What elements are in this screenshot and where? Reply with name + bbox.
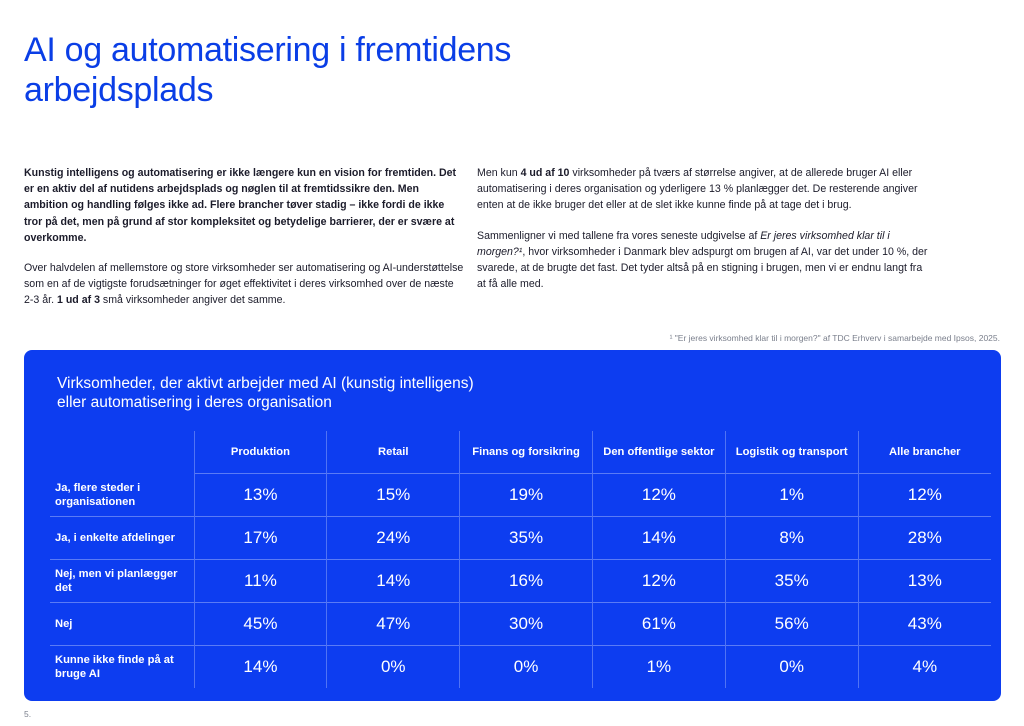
table-cell: 0% (725, 646, 858, 689)
table-cell: 35% (460, 517, 593, 560)
table-cell: 24% (327, 517, 460, 560)
table-cell: 12% (592, 560, 725, 603)
report-title-reference: Er jeres virksomhed klar til i morgen?¹ (477, 229, 890, 258)
table-cell: 17% (194, 517, 327, 560)
page-title: AI og automatisering i fremtidens arbejdsplads (24, 31, 512, 109)
table-row (50, 560, 991, 603)
table-cell: 14% (194, 646, 327, 689)
left-paragraph-2-text-b: små virksomheder angiver det samme. (99, 294, 286, 307)
column-header: Alle brancher (858, 431, 991, 474)
table-cell: 12% (858, 474, 991, 517)
table-cell: 30% (460, 603, 593, 646)
right-paragraph-1-highlight: 4 ud af 10 (520, 167, 570, 179)
row-label: Ja, i enkelte afdelinger (50, 517, 194, 560)
table-cell: 47% (327, 603, 460, 646)
table-row (50, 517, 991, 560)
footnote: ¹ "Er jeres virksomhed klar til i morgen?" af TDC Erhverv i samarbejde med Ipsos, 2025. (669, 333, 1000, 343)
table-row (50, 603, 991, 646)
table-cell: 35% (725, 560, 858, 603)
table-cell: 15% (327, 474, 460, 517)
table-cell: 0% (327, 646, 460, 689)
table-cell: 14% (327, 560, 460, 603)
column-header: Retail (327, 431, 460, 474)
table-cell: 43% (858, 603, 991, 646)
table-cell: 14% (592, 517, 725, 560)
left-paragraph-2 (24, 260, 464, 309)
right-paragraph-2-text-b: , hvor virksomheder i Danmark blev adspurgt om brugen af AI, var det under 10 %, der svarede, at de brugte det fast. Det tyder altså på en stigning i brugen, men vi er endnu langt fra at få alle med. (477, 245, 928, 291)
right-paragraph-1-text-b: virksomheder på tværs af størrelse angiver, at de allerede bruger AI eller automatisering i deres organisation og yderligere 13 % planlægger det. De resterende angiver enten at de ikke bruger det eller at de slet ikke kunne finde på at tage det i brug. (477, 167, 918, 212)
left-text-column (24, 165, 464, 323)
intro-paragraph: Kunstig intelligens og automatisering er ikke længere kun en vision for fremtiden. Det er en aktiv del af nutidens arbejdsplads og nøglen til at fremtidssikre den. Men ambition og handling følges ikke ad. Flere brancher tøver stadig – ikke fordi de ikke tror på det, men på grund af stor kompleksitet og betydelige barrierer, der er svære at overkomme. (24, 167, 457, 244)
table-row (50, 474, 991, 517)
table-row (50, 646, 991, 689)
table-corner-cell (50, 431, 194, 474)
table-cell: 16% (460, 560, 593, 603)
table-cell: 13% (858, 560, 991, 603)
table-cell: 4% (858, 646, 991, 689)
table-cell: 11% (194, 560, 327, 603)
row-label: Nej (50, 603, 194, 646)
column-header: Logistik og transport (725, 431, 858, 474)
table-cell: 8% (725, 517, 858, 560)
left-paragraph-2-text-a: Over halvdelen af mellemstore og store virksomheder ser automatisering og AI-understøttelse som en af de vigtigste forudsætninger for øget effektivitet i deres virksomhed over de næste 2-3 år. (24, 262, 464, 307)
table-cell: 1% (725, 474, 858, 517)
column-header: Produktion (194, 431, 327, 474)
table-cell: 12% (592, 474, 725, 517)
statistics-table (50, 431, 991, 688)
table-header-row (50, 431, 991, 474)
row-label: Ja, flere steder i organisationen (55, 481, 141, 508)
panel-title: Virksomheder, der aktivt arbejder med AI (kunstig intelligens) eller automatisering i deres organisation (57, 375, 474, 411)
left-paragraph-2-highlight: 1 ud af 3 (56, 294, 100, 307)
table-cell: 0% (460, 646, 593, 689)
right-text-column (477, 165, 929, 306)
row-label: Nej, men vi planlægger det (50, 560, 194, 603)
statistics-panel (24, 350, 1001, 701)
row-label: Kunne ikke finde på at bruge AI (50, 646, 194, 689)
right-paragraph-1-text-a: Men kun (477, 167, 521, 179)
table-cell: 61% (592, 603, 725, 646)
table-cell: 45% (194, 603, 327, 646)
right-paragraph-1 (477, 165, 929, 214)
column-header: Finans og forsikring (460, 431, 593, 474)
page-number: 5. (24, 709, 32, 719)
table-cell: 56% (725, 603, 858, 646)
right-paragraph-2 (477, 228, 929, 293)
column-header: Den offentlige sektor (592, 431, 725, 474)
table-cell: 1% (592, 646, 725, 689)
table-cell: 28% (858, 517, 991, 560)
table-cell: 13% (194, 474, 327, 517)
right-paragraph-2-text-a: Sammenligner vi med tallene fra vores seneste udgivelse af (477, 229, 761, 242)
table-cell: 19% (460, 474, 593, 517)
